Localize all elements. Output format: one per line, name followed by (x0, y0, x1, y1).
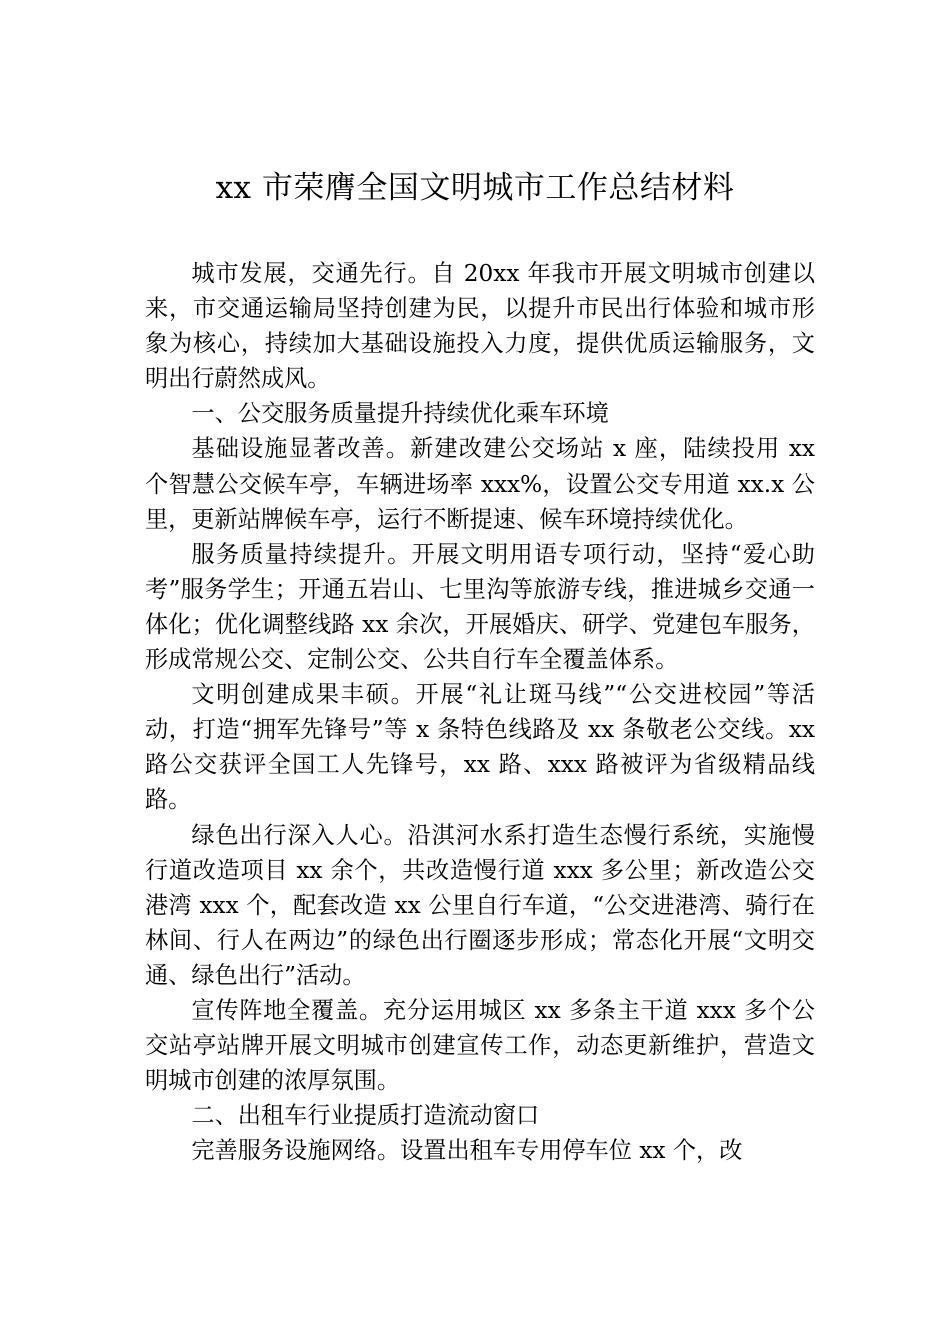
section-heading-2: 二、出租车行业提质打造流动窗口 (191, 1102, 540, 1130)
paragraph-publicity: 宣传阵地全覆盖。充分运用城区 xx 多条主干道 xxx 多个公交站亭站牌开展文明城市创建宣传工作，动态更新维护，营造文明城市创建的浓厚氛围。 (145, 996, 815, 1095)
paragraph-civilization-results: 文明创建成果丰硕。开展“礼让斑马线”“公交进校园”等活动，打造“拥军先锋号”等 x 条特色线路及 xx 条敬老公交线。xx 路公交获评全国工人先锋号，xx 路、xxx 路被评为省级精品线路。 (145, 681, 815, 814)
paragraph-green-travel: 绿色出行深入人心。沿淇河水系打造生态慢行系统，实施慢行道改造项目 xx 余个，共改造慢行道 xxx 多公里；新改造公交港湾 xxx 个，配套改造 xx 公里自行车道，“公交进港湾、骑行在林间、行人在两边”的绿色出行圈逐步形成；常态化开展“文明交通、绿色出行”活动。 (145, 821, 815, 989)
document-title: xx 市荣膺全国文明城市工作总结材料 (215, 170, 735, 206)
paragraph-service-quality: 服务质量持续提升。开展文明用语专项行动，坚持“爱心助考”服务学生；开通五岩山、七里沟等旅游专线，推进城乡交通一体化；优化调整线路 xx 余次，开展婚庆、研学、党建包车服务，形成常规公交、定制公交、公共自行车全覆盖体系。 (145, 540, 815, 674)
section-heading-1: 一、公交服务质量提升持续优化乘车环境 (191, 400, 609, 428)
intro-paragraph: 城市发展，交通先行。自 20xx 年我市开展文明城市创建以来，市交通运输局坚持创建为民，以提升市民出行体验和城市形象为核心，持续加大基础设施投入力度，提供优质运输服务，文明出行蔚然成风。 (145, 260, 815, 393)
paragraph-service-facilities: 完善服务设施网络。设置出租车专用停车位 xx 个，改 (191, 1137, 743, 1165)
document-body (145, 256, 815, 1168)
paragraph-infrastructure: 基础设施显著改善。新建改建公交场站 x 座，陆续投用 xx 个智慧公交候车亭，车辆进场率 xxx%，设置公交专用道 xx.x 公里，更新站牌候车亭，运行不断提速、候车环境持续优化。 (145, 435, 815, 533)
